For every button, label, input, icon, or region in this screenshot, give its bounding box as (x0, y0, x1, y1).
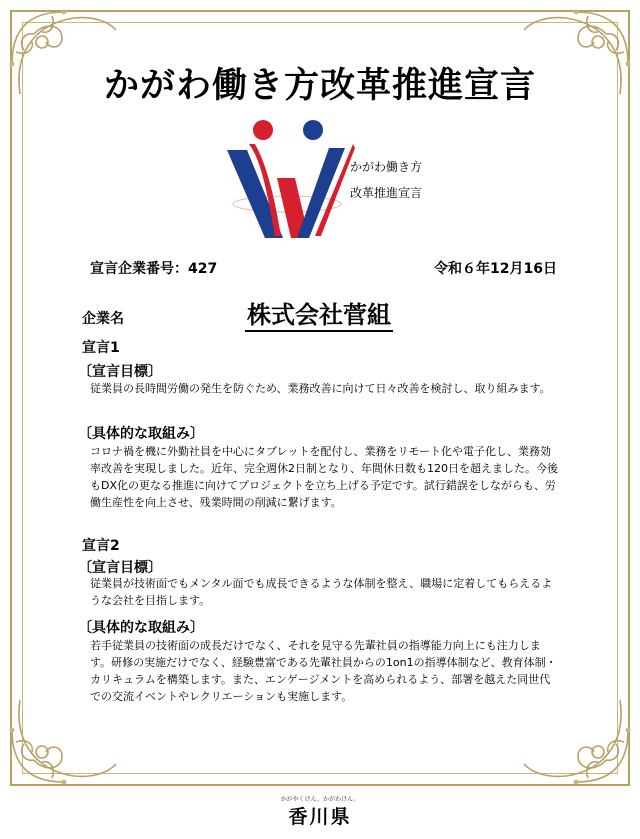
prefecture-emblem (270, 796, 370, 830)
declaration-1-goal-text: 従業員の長時間労働の発生を防ぐため、業務改善に向けて日々改善を検討し、取り組みます。 (90, 382, 551, 395)
company-name: 株式会社菅組 (245, 300, 393, 332)
prefecture-name: 香川県 (288, 806, 352, 828)
declaration-1-action-label: 〔具体的な取組み〕 (78, 426, 204, 442)
declaration-2-action-label: 〔具体的な取組み〕 (78, 620, 204, 636)
declaration-1-goal-label: 〔宣言目標〕 (78, 364, 162, 380)
certificate-title: かがわ働き方改革推進宣言 (103, 66, 536, 106)
declaration-number: 宣言企業番号：427 (90, 261, 218, 277)
logo-text-line2: 改革推進宣言 (350, 186, 423, 200)
declaration-logo-icon (225, 118, 355, 248)
declaration-1-action-text: コロナ禍を機に外勤社員を中心にタブレットを配付し、業務をリモート化や電子化し、業務効率改善を実現しました。近年、完全週休2日制となり、年間休日数も120日を超えました。今後もDX化の更なる推進に向けてプロジェクトを立ち上げる予定です。試行錯誤をしながらも、労働生産性を向上させ、残業時間の削減に繋げます。 (90, 445, 558, 509)
declaration-2-goal-label: 〔宣言目標〕 (78, 560, 162, 576)
logo-text-line1: かがわ働き方 (350, 160, 423, 174)
declaration-1-title: 宣言1 (82, 340, 120, 356)
declaration-date: 令和６年12月16日 (434, 261, 557, 277)
declaration-2-action-text: 若手従業員の技術面の成長だけでなく、それを見守る先輩社員の指導能力向上にも注力します。研修の実施だけでなく、経験豊富である先輩社員からの1on1の指導体制など、教育体制・カリキュラムを構築します。また、エンゲージメントを高められるよう、部署を越えた同世代での交流イベントやレクリエーションも実施します。 (90, 639, 557, 703)
declaration-2-title: 宣言2 (82, 538, 120, 554)
prefecture-slogan: かがやくけん、かがわけん。 (280, 796, 360, 803)
company-label: 企業名 (82, 311, 124, 327)
declaration-2-goal-text: 従業員が技術面でもメンタル面でも成長できるような体制を整え、職場に定着してもらえるような会社を目指します。 (90, 577, 553, 607)
